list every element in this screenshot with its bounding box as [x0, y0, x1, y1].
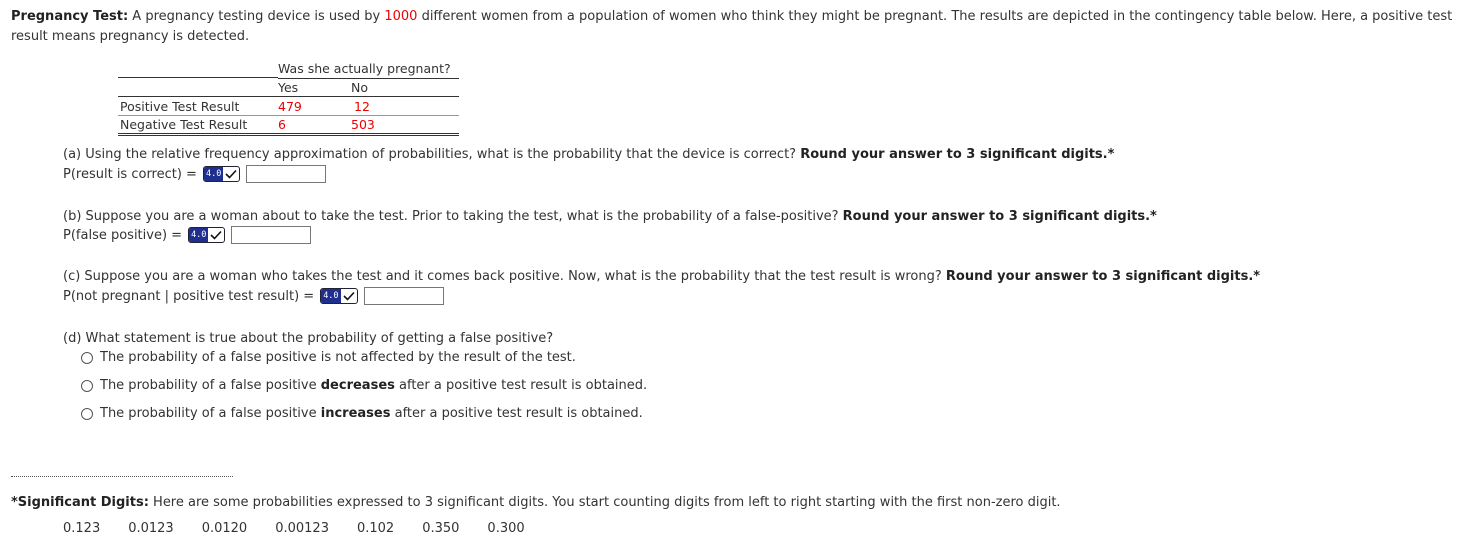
badge-version: 4.0 [191, 230, 207, 240]
question-b [63, 209, 1157, 224]
option-bold: increases [320, 406, 391, 421]
answer-a-input[interactable] [246, 165, 326, 183]
example-value: 0.00123 [275, 521, 329, 536]
intro-text-1: A pregnancy testing device is used by [128, 9, 385, 24]
option-text-1: The probability of a false positive [100, 378, 321, 393]
question-a-text: (a) Using the relative frequency approximation of probabilities, what is the probability that the device is correct? [63, 147, 801, 162]
footnote-text: Here are some probabilities expressed to 3 significant digits. You start counting digits from left to right starting with the first non-zero digit. [148, 495, 1061, 510]
question-a-instruction: Round your answer to 3 significant digits.* [800, 147, 1115, 162]
example-value: 0.0123 [128, 521, 174, 536]
table-header: Was she actually pregnant? [278, 61, 451, 76]
question-b-instruction: Round your answer to 3 significant digits.* [842, 209, 1157, 224]
option-text-2: after a positive test result is obtained. [394, 378, 648, 393]
question-b-text: (b) Suppose you are a woman about to take the test. Prior to taking the test, what is the probability of a false-positive? [63, 209, 843, 224]
answer-a-label: P(result is correct) = [63, 166, 197, 182]
checkmark-icon [208, 228, 224, 242]
version-badge [320, 288, 357, 304]
col-no-header: No [351, 80, 368, 95]
problem-intro [11, 7, 1463, 47]
radio-button[interactable] [81, 408, 93, 420]
option-decreases[interactable] [81, 378, 647, 393]
option-not-affected[interactable] [81, 350, 576, 365]
footnote-divider [11, 476, 233, 477]
answer-c-label: P(not pregnant | positive test result) = [63, 288, 315, 304]
row-label-negative: Negative Test Result [120, 117, 248, 132]
footnote [11, 495, 1061, 510]
option-text [100, 406, 643, 421]
footnote-title: *Significant Digits: [11, 495, 149, 510]
cell-negative-no: 503 [351, 117, 375, 132]
option-increases[interactable] [81, 406, 643, 421]
top-rule [118, 77, 278, 78]
question-c-instruction: Round your answer to 3 significant digits.* [945, 269, 1261, 284]
col-divider [118, 96, 459, 97]
option-text-1: The probability of a false positive [100, 406, 321, 421]
question-a [63, 147, 1114, 162]
answer-c-row [63, 287, 444, 305]
row-divider [118, 115, 459, 116]
example-value: 0.300 [487, 521, 525, 536]
checkmark-icon [341, 289, 357, 303]
checkmark-icon [223, 167, 239, 181]
option-bold: decreases [320, 378, 395, 393]
radio-button[interactable] [81, 380, 93, 392]
badge-version: 4.0 [205, 169, 222, 179]
cell-positive-yes: 479 [278, 99, 302, 114]
example-value: 0.102 [356, 521, 395, 536]
radio-button[interactable] [81, 352, 93, 364]
option-text-2: after a positive test result is obtained. [390, 406, 643, 421]
sig-digit-examples [63, 521, 553, 536]
question-d [63, 331, 553, 346]
option-text [100, 378, 647, 393]
badge-version: 4.0 [323, 291, 339, 301]
col-yes-header: Yes [278, 80, 299, 95]
cell-negative-yes: 6 [278, 117, 286, 132]
example-value: 0.350 [422, 521, 460, 536]
answer-b-input[interactable] [231, 226, 311, 244]
sample-count: 1000 [384, 9, 418, 24]
answer-c-input[interactable] [364, 287, 444, 305]
option-text-1: The probability of a false positive is not affected by the result of the test. [100, 350, 576, 365]
question-c [63, 269, 1260, 284]
bottom-rule-1 [118, 133, 459, 134]
version-badge [203, 166, 240, 182]
intro-text-2: different women from a population of women who think they might be pregnant. The results are depicted in the contingency table below. Here, a positive test result means pregnancy is detected. [11, 9, 1453, 44]
answer-b-row [63, 226, 311, 244]
row-label-positive: Positive Test Result [120, 99, 240, 114]
answer-a-row [63, 165, 326, 183]
question-c-text: (c) Suppose you are a woman who takes the test and it comes back positive. Now, what is the probability that the test result is wrong? [63, 269, 946, 284]
question-d-text: (d) What statement is true about the probability of getting a false positive? [63, 331, 554, 346]
example-value: 0.123 [63, 521, 101, 536]
version-badge [188, 227, 225, 243]
bottom-rule-2 [118, 135, 459, 136]
cell-positive-no: 12 [354, 99, 370, 114]
example-value: 0.0120 [201, 521, 248, 536]
problem-title: Pregnancy Test: [11, 9, 129, 24]
header-divider [278, 78, 459, 79]
answer-b-label: P(false positive) = [63, 227, 183, 243]
option-text [100, 350, 576, 365]
